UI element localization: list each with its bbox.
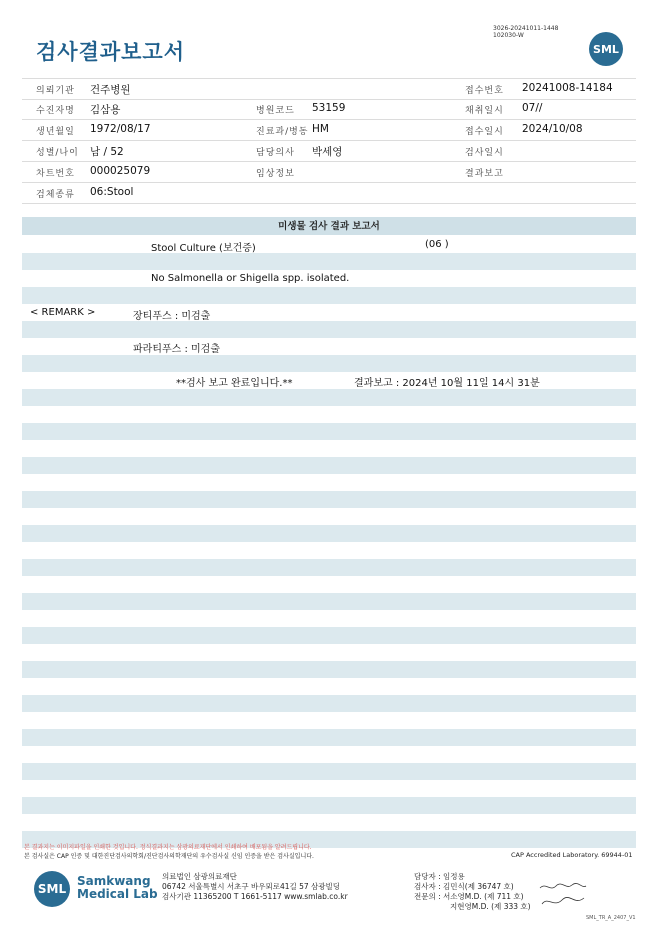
label-test-date: 검사일시 bbox=[465, 148, 504, 158]
form-code: SML_TR_A_2407_V1 bbox=[586, 915, 636, 921]
label-birth-date: 생년월일 bbox=[36, 127, 75, 137]
label-collection-date: 채취일시 bbox=[465, 106, 504, 116]
info-row bbox=[22, 162, 636, 183]
label-department: 진료과/병동 bbox=[256, 127, 309, 137]
test-name: Stool Culture (보건증) bbox=[151, 243, 256, 254]
sml-logo: SML bbox=[589, 32, 623, 66]
stripe-row bbox=[22, 559, 636, 576]
value-receipt-number: 20241008-14184 bbox=[522, 82, 613, 94]
document-id bbox=[493, 25, 558, 39]
value-birth-date: 1972/08/17 bbox=[90, 123, 151, 135]
report-complete-text: **검사 보고 완료입니다.** bbox=[176, 378, 293, 389]
report-timestamp: 결과보고 : 2024년 10월 11일 14시 31분 bbox=[354, 378, 540, 389]
lab-contact: 검사기관 11365200 T 1661-5117 www.smlab.co.kr bbox=[162, 892, 348, 901]
stripe-row bbox=[22, 627, 636, 644]
remark-paratyphoid: 파라티푸스 : 미검출 bbox=[133, 344, 221, 355]
stripe-row bbox=[22, 423, 636, 440]
document-id-line2: 102030-W bbox=[493, 32, 524, 39]
value-specimen-type: 06:Stool bbox=[90, 186, 134, 198]
stripe-row bbox=[22, 491, 636, 508]
stripe-row bbox=[22, 729, 636, 746]
label-patient-name: 수진자명 bbox=[36, 106, 75, 116]
stripe-row bbox=[22, 525, 636, 542]
label-requester: 의뢰기관 bbox=[36, 86, 75, 96]
info-row bbox=[22, 120, 636, 141]
stripe-row bbox=[22, 593, 636, 610]
page-title: 검사결과보고서 bbox=[36, 40, 186, 64]
stripe-row bbox=[22, 695, 636, 712]
lab-info bbox=[162, 872, 348, 902]
culture-finding: No Salmonella or Shigella spp. isolated. bbox=[151, 273, 350, 284]
label-receipt-date: 접수일시 bbox=[465, 127, 504, 137]
value-collection-date: 07// bbox=[522, 102, 543, 114]
staff-tester: 검사자 : 김민식(제 36747 호) bbox=[414, 882, 514, 891]
value-sex-age: 남 / 52 bbox=[90, 146, 124, 158]
label-specimen-type: 검체종류 bbox=[36, 190, 75, 200]
result-section-title: 미생물 검사 결과 보고서 bbox=[22, 217, 636, 235]
remark-label: < REMARK > bbox=[30, 307, 96, 318]
stripe-row bbox=[22, 355, 636, 372]
label-receipt-number: 접수번호 bbox=[465, 86, 504, 96]
label-sex-age: 성별/나이 bbox=[36, 148, 79, 158]
lab-address: 06742 서울특별시 서초구 바우뫼로41길 57 삼광빌딩 bbox=[162, 882, 341, 891]
stripe-row bbox=[22, 389, 636, 406]
value-department: HM bbox=[312, 123, 329, 135]
info-row bbox=[22, 183, 636, 204]
brand-name bbox=[77, 875, 158, 901]
lab-org: 의료법인 삼광의료재단 bbox=[162, 872, 237, 881]
label-doctor: 담당의사 bbox=[256, 148, 295, 158]
cap-accreditation: CAP Accredited Laboratory. 69944-01 bbox=[511, 851, 633, 859]
label-result-report: 결과보고 bbox=[465, 169, 504, 179]
brand-line1: Samkwang bbox=[77, 874, 151, 888]
remark-typhoid: 장티푸스 : 미검출 bbox=[133, 311, 211, 322]
value-doctor: 박세영 bbox=[312, 146, 343, 158]
footnote-image-notice: 본 결과지는 이미지파일을 인쇄한 것입니다. 정식결과지는 삼광의료재단에서 인쇄하여 배포됨을 알려드립니다. bbox=[24, 844, 312, 851]
stripe-row bbox=[22, 321, 636, 338]
staff-specialist1: 전문의 : 서소영M.D. (제 711 호) bbox=[414, 892, 524, 901]
stripe-row bbox=[22, 457, 636, 474]
value-hospital-code: 53159 bbox=[312, 102, 346, 114]
value-receipt-date: 2024/10/08 bbox=[522, 123, 583, 135]
staff-info bbox=[414, 872, 531, 912]
sml-footer-logo: SML bbox=[34, 871, 70, 907]
label-clinical-info: 임상정보 bbox=[256, 169, 295, 179]
staff-specialist2: 지현영M.D. (제 333 호) bbox=[450, 902, 531, 911]
stripe-row bbox=[22, 763, 636, 780]
info-row bbox=[22, 78, 636, 100]
stripe-row bbox=[22, 287, 636, 304]
test-code: (06 ) bbox=[425, 239, 449, 250]
staff-manager: 담당자 : 임정용 bbox=[414, 872, 465, 881]
footnote-certification: 본 검사실은 CAP 인증 및 대한진단검사의학회/진단검사의학재단의 우수검사실 신임 인증을 받은 검사실입니다. bbox=[24, 853, 314, 860]
brand-line2: Medical Lab bbox=[77, 887, 158, 901]
label-chart-number: 차트번호 bbox=[36, 169, 75, 179]
label-hospital-code: 병원코드 bbox=[256, 106, 295, 116]
value-patient-name: 김삼용 bbox=[90, 104, 121, 116]
value-chart-number: 000025079 bbox=[90, 165, 151, 177]
info-row bbox=[22, 141, 636, 162]
stripe-row bbox=[22, 253, 636, 270]
signature-image bbox=[538, 880, 588, 910]
stripe-row bbox=[22, 661, 636, 678]
info-row bbox=[22, 99, 636, 120]
value-requester: 건주병원 bbox=[90, 84, 131, 96]
document-id-line1: 3026-20241011-1448 bbox=[493, 25, 559, 32]
stripe-row bbox=[22, 797, 636, 814]
